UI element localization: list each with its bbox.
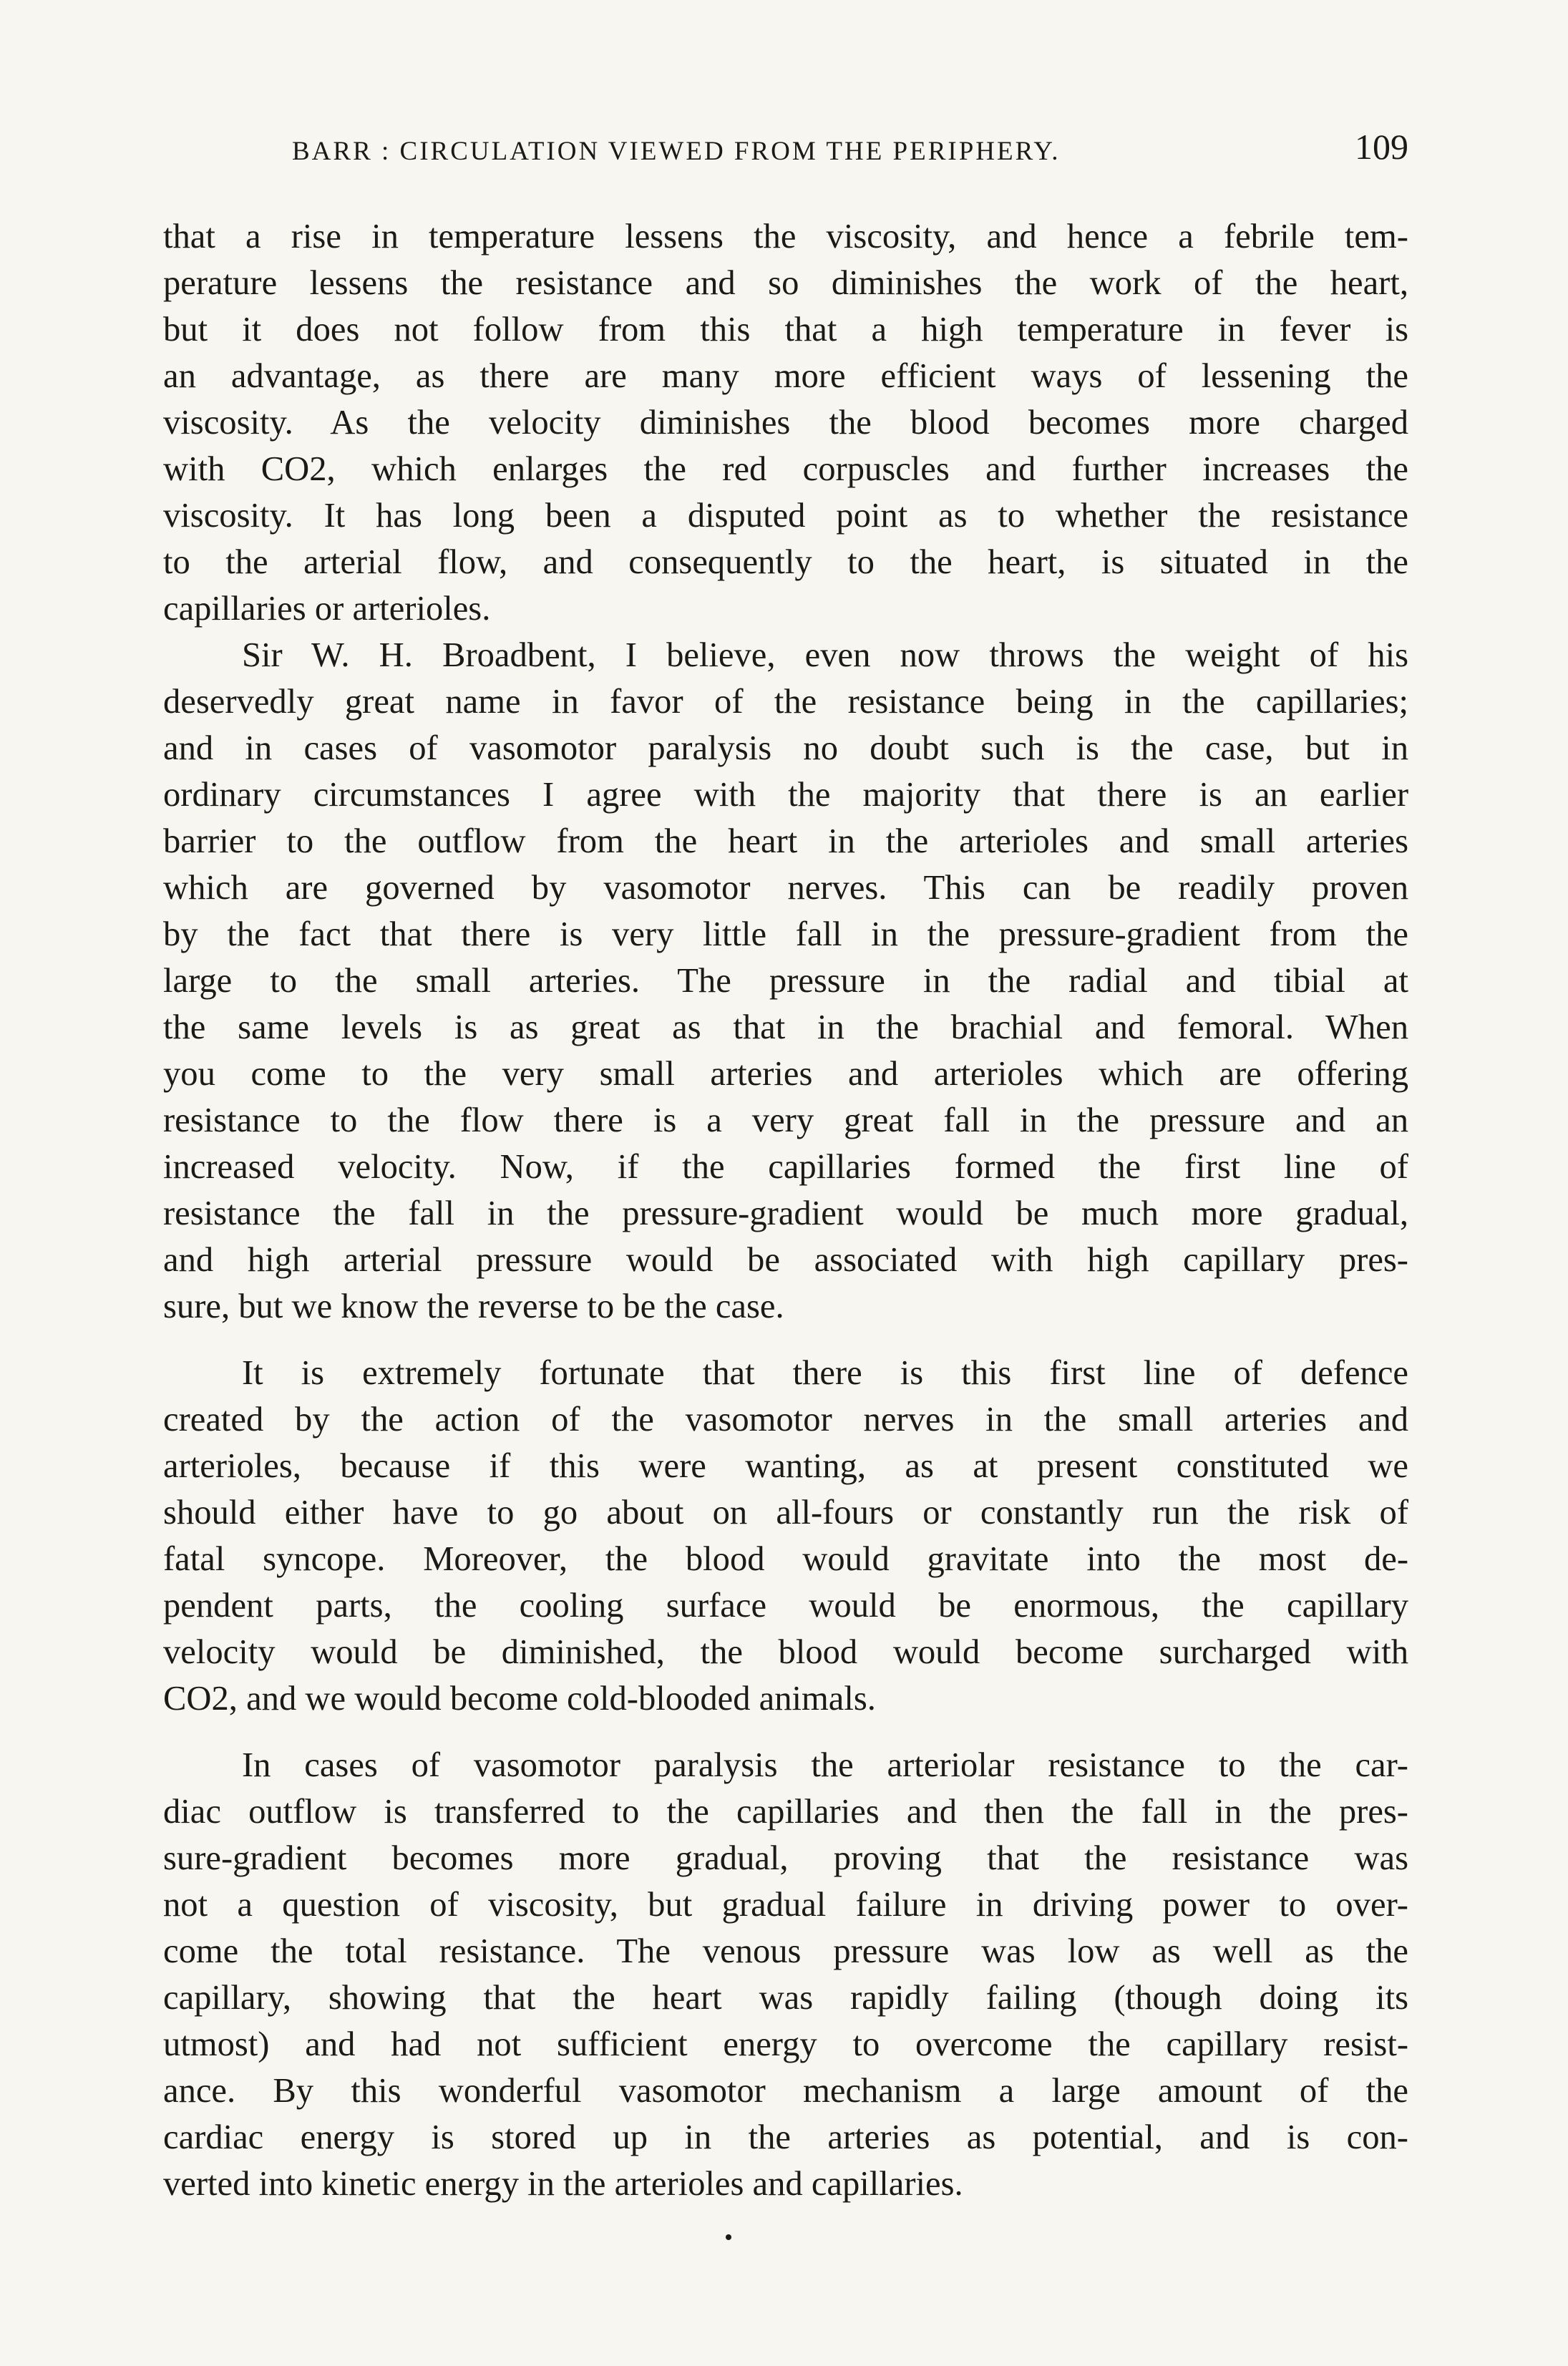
text-line: an advantage, as there are many more efficient ways of lessening the xyxy=(163,356,1408,395)
text-line: resistance the fall in the pressure-gradient would be much more gradual, xyxy=(163,1194,1408,1232)
text-line: pendent parts, the cooling surface would be enormous, the capillary xyxy=(163,1586,1408,1625)
text-line: CO2, and we would become cold-blooded animals. xyxy=(163,1679,876,1718)
text-line: viscosity. It has long been a disputed point as to whether the resistance xyxy=(163,496,1408,535)
text-line: capillary, showing that the heart was rapidly failing (though doing its xyxy=(163,1978,1408,2017)
text-line: utmost) and had not sufficient energy to overcome the capillary resist- xyxy=(163,2025,1408,2063)
text-line: ance. By this wonderful vasomotor mechanism a large amount of the xyxy=(163,2071,1408,2110)
page-header xyxy=(163,126,1408,176)
text-line: should either have to go about on all-fours or constantly run the risk of xyxy=(163,1493,1408,1532)
paragraph-2 xyxy=(163,632,1408,1330)
text-line: verted into kinetic energy in the arterioles and capillaries. xyxy=(163,2164,963,2203)
text-line: velocity would be diminished, the blood would become surcharged with xyxy=(163,1632,1408,1671)
text-line: resistance to the flow there is a very great fall in the pressure and an xyxy=(163,1101,1408,1139)
text-line: diac outflow is transferred to the capillaries and then the fall in the pres- xyxy=(163,1792,1408,1831)
text-line: sure-gradient becomes more gradual, proving that the resistance was xyxy=(163,1839,1408,1877)
text-line: sure, but we know the reverse to be the case. xyxy=(163,1287,784,1325)
text-line: large to the small arteries. The pressure in the radial and tibial at xyxy=(163,961,1408,1000)
paragraph-4 xyxy=(163,1742,1408,2207)
text-line: you come to the very small arteries and arterioles which are offering xyxy=(163,1054,1408,1093)
text-line: which are governed by vasomotor nerves. This can be readily proven xyxy=(163,868,1408,907)
text-line: ordinary circumstances I agree with the majority that there is an earlier xyxy=(163,775,1408,814)
body-text xyxy=(163,213,1408,2207)
page-number: 109 xyxy=(1355,127,1408,167)
text-line: but it does not follow from this that a high temperature in fever is xyxy=(163,310,1408,349)
running-head: BARR : CIRCULATION VIEWED FROM THE PERIPHERY. xyxy=(292,137,1061,166)
text-line: and high arterial pressure would be associated with high capillary pres- xyxy=(163,1240,1408,1279)
text-line: It is extremely fortunate that there is this first line of defence xyxy=(242,1353,1408,1392)
text-line: to the arterial flow, and consequently to the heart, is situated in the xyxy=(163,542,1408,581)
text-line: capillaries or arterioles. xyxy=(163,589,491,628)
text-line: with CO2, which enlarges the red corpuscles and further increases the xyxy=(163,449,1408,488)
paragraph-1 xyxy=(163,213,1408,632)
text-line: by the fact that there is very little fall in the pressure-gradient from the xyxy=(163,915,1408,953)
text-line: deservedly great name in favor of the resistance being in the capillaries; xyxy=(163,682,1408,721)
text-line: perature lessens the resistance and so diminishes the work of the heart, xyxy=(163,263,1408,302)
printer-mark xyxy=(726,2234,731,2240)
text-line: Sir W. H. Broadbent, I believe, even now throws the weight of his xyxy=(242,636,1408,674)
text-line: not a question of viscosity, but gradual failure in driving power to over- xyxy=(163,1885,1408,1924)
text-line: arterioles, because if this were wanting, as at present constituted we xyxy=(163,1446,1408,1485)
text-line: barrier to the outflow from the heart in the arterioles and small arteries xyxy=(163,822,1408,860)
text-line: created by the action of the vasomotor nerves in the small arteries and xyxy=(163,1400,1408,1438)
text-line: that a rise in temperature lessens the viscosity, and hence a febrile tem- xyxy=(163,217,1408,255)
text-line: come the total resistance. The venous pressure was low as well as the xyxy=(163,1932,1408,1970)
text-line: the same levels is as great as that in the brachial and femoral. When xyxy=(163,1008,1408,1046)
text-line: fatal syncope. Moreover, the blood would gravitate into the most de- xyxy=(163,1539,1408,1578)
text-line: cardiac energy is stored up in the arteries as potential, and is con- xyxy=(163,2118,1408,2156)
text-line: increased velocity. Now, if the capillaries formed the first line of xyxy=(163,1147,1408,1186)
text-line: and in cases of vasomotor paralysis no doubt such is the case, but in xyxy=(163,729,1408,767)
text-line: viscosity. As the velocity diminishes the blood becomes more charged xyxy=(163,403,1408,442)
paragraph-3 xyxy=(163,1350,1408,1722)
text-line: In cases of vasomotor paralysis the arteriolar resistance to the car- xyxy=(242,1746,1408,1784)
